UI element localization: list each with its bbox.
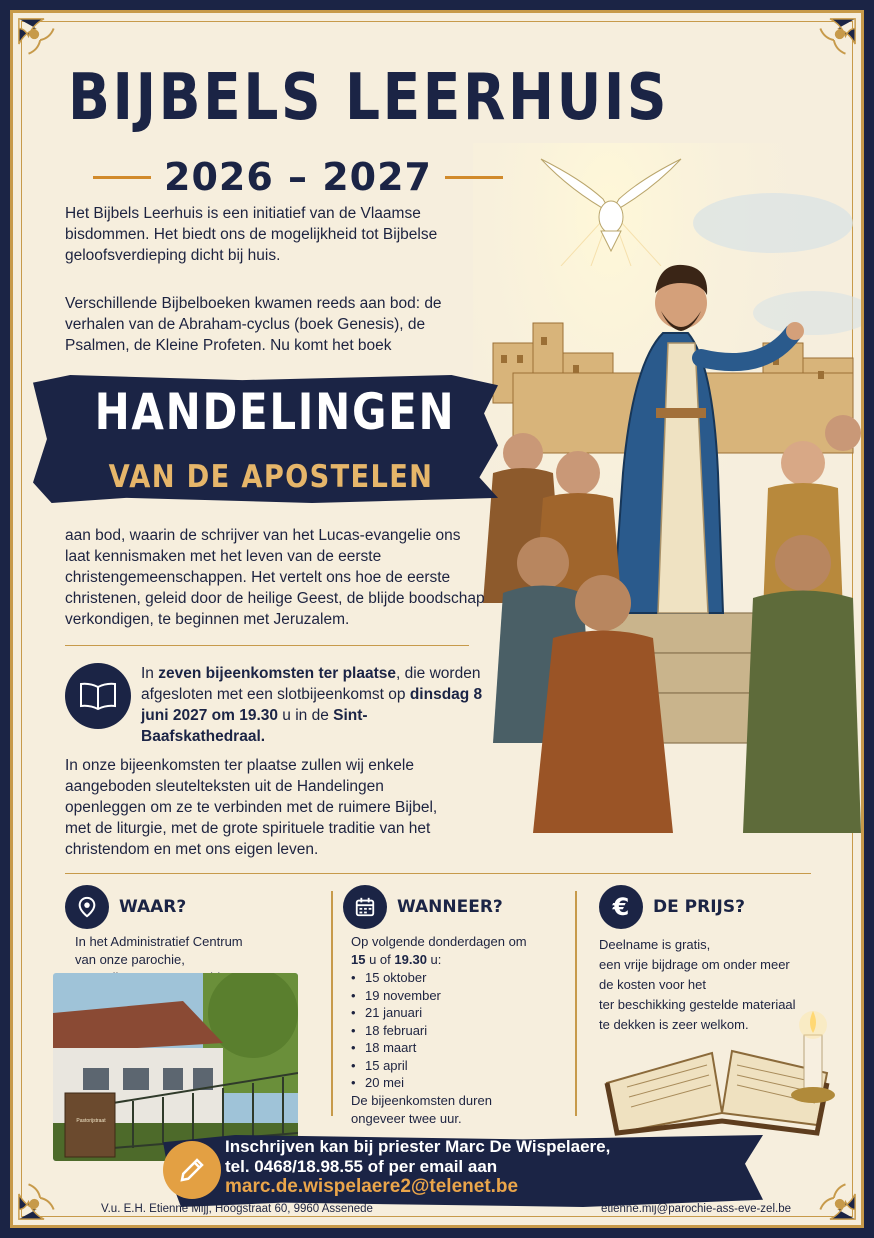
when-section (343, 885, 573, 1128)
time-u: u: (426, 952, 442, 967)
duration-line: De bijeenkomsten duren (351, 1092, 492, 1108)
corner-ornament-icon (801, 1165, 859, 1223)
where-header (65, 885, 315, 929)
year-row (93, 155, 503, 199)
corner-ornament-icon (15, 1165, 73, 1223)
time-1930: 19.30 (394, 952, 427, 967)
building-photo (53, 973, 298, 1161)
corner-ornament-icon (801, 15, 859, 73)
signup-email-link[interactable]: marc.de.wispelaere2@telenet.be (225, 1176, 519, 1197)
poster-title: BIJBELS LEERHUIS (68, 61, 670, 135)
date-item: • 15 oktober (351, 969, 573, 987)
date-item: • 19 november (351, 987, 573, 1005)
meetings-text-a: In (141, 665, 159, 682)
method-paragraph: In onze bijeenkomsten ter plaatse zullen wij enkele aangeboden sleutelteksten uit de Handelingen openleggen om ze te verbinden met de ruimere Bijbel, met de liturgie, met de grote spirituele traditie van het christendom en met ons eigen leven. (65, 757, 438, 858)
where-line: van onze parochie, (75, 952, 185, 967)
meetings-count: zeven bijeenkomsten ter plaatse (158, 665, 396, 682)
acts-paragraph: aan bod, waarin de schrijver van het Lucas-evangelie ons laat kennismaken met het leven van de eerste christengemeenschappen. Het vertelt ons hoe de eerste christenen, geleid door de heilige Geest, de blijde boodschap verkondigen, te beginnen met Jeruzalem. (65, 527, 485, 628)
divider (65, 645, 469, 646)
when-title: WANNEER? (397, 897, 503, 917)
date-item: • 18 februari (351, 1022, 573, 1040)
poster (10, 10, 864, 1228)
dove-icon (531, 151, 691, 266)
banner-subtitle: VAN DE APOSTELEN (108, 459, 434, 495)
books-paragraph: Verschillende Bijbelboeken kwamen reeds aan bod: de verhalen van de Abraham-cyclus (boek Genesis), de Psalmen, de Kleine Profeten. Nu komt het boek (65, 295, 442, 354)
year-range: 2026 – 2027 (164, 155, 432, 199)
final-meeting-date: dinsdag 8 juni 2027 om 19.30 (141, 686, 483, 724)
signup-text (225, 1137, 745, 1197)
date-item: • 18 maart (351, 1039, 573, 1057)
pen-icon (163, 1141, 221, 1199)
signup-line: Inschrijven kan bij priester Marc De Wispelaere, (225, 1137, 611, 1156)
cathedral-name: Sint-Baafskathedraal. (141, 707, 368, 745)
publisher-line: V.u. E.H. Etienne Mijj, Hoogstraat 60, 9960 Assenede (101, 1203, 373, 1215)
banner-main-title: HANDELINGEN (94, 383, 456, 441)
when-intro: Op volgende donderdagen om (351, 934, 527, 949)
price-line: de kosten voor het (599, 977, 706, 992)
price-line: ter beschikking gestelde materiaal (599, 997, 796, 1012)
column-divider (331, 891, 333, 1116)
location-pin-icon (65, 885, 109, 929)
meetings-text-e: u in de (278, 707, 334, 724)
price-title: DE PRIJS? (653, 897, 745, 917)
when-header (343, 885, 573, 929)
time-or: u of (365, 952, 395, 967)
euro-icon: € (599, 885, 643, 929)
publisher-email-link[interactable]: etienne.mij@parochie-ass-eve-zel.be (600, 1203, 791, 1215)
price-line: te dekken is zeer welkom. (599, 1017, 749, 1032)
divider (65, 873, 811, 874)
signup-line: tel. 0468/18.98.55 of per email aan (225, 1157, 498, 1176)
price-line: Deelname is gratis, (599, 937, 711, 952)
date-item: • 21 januari (351, 1004, 573, 1022)
meetings-text-c: , die worden afgesloten met een slotbijeenkomst op (141, 665, 481, 703)
calendar-icon (343, 885, 387, 929)
intro-paragraph: Het Bijbels Leerhuis is een initiatief van de Vlaamse bisdommen. Het biedt ons de mogelijkheid tot Bijbelse geloofsverdieping dicht bij huis. (65, 205, 438, 264)
date-item: • 20 mei (351, 1074, 573, 1092)
corner-ornament-icon (15, 15, 73, 73)
time-15: 15 (351, 952, 366, 967)
date-list (351, 969, 573, 1092)
column-divider (575, 891, 577, 1116)
price-line: een vrije bijdrage om onder meer (599, 957, 790, 972)
where-title: WAAR? (119, 897, 187, 917)
sign-text: Pastorijstraat (76, 1118, 106, 1124)
year-rule-left (93, 176, 151, 179)
book-icon (65, 663, 131, 729)
duration-line: ongeveer twee uur. (351, 1110, 462, 1126)
date-item: • 15 april (351, 1057, 573, 1075)
when-times (351, 951, 573, 969)
meetings-paragraph (141, 663, 491, 747)
open-bible-candle-illustration (597, 1003, 847, 1143)
year-rule-right (445, 176, 503, 179)
where-line: In het Administratief Centrum (75, 934, 243, 949)
where-section (65, 885, 315, 987)
price-header (599, 885, 819, 929)
when-details (343, 933, 573, 1128)
